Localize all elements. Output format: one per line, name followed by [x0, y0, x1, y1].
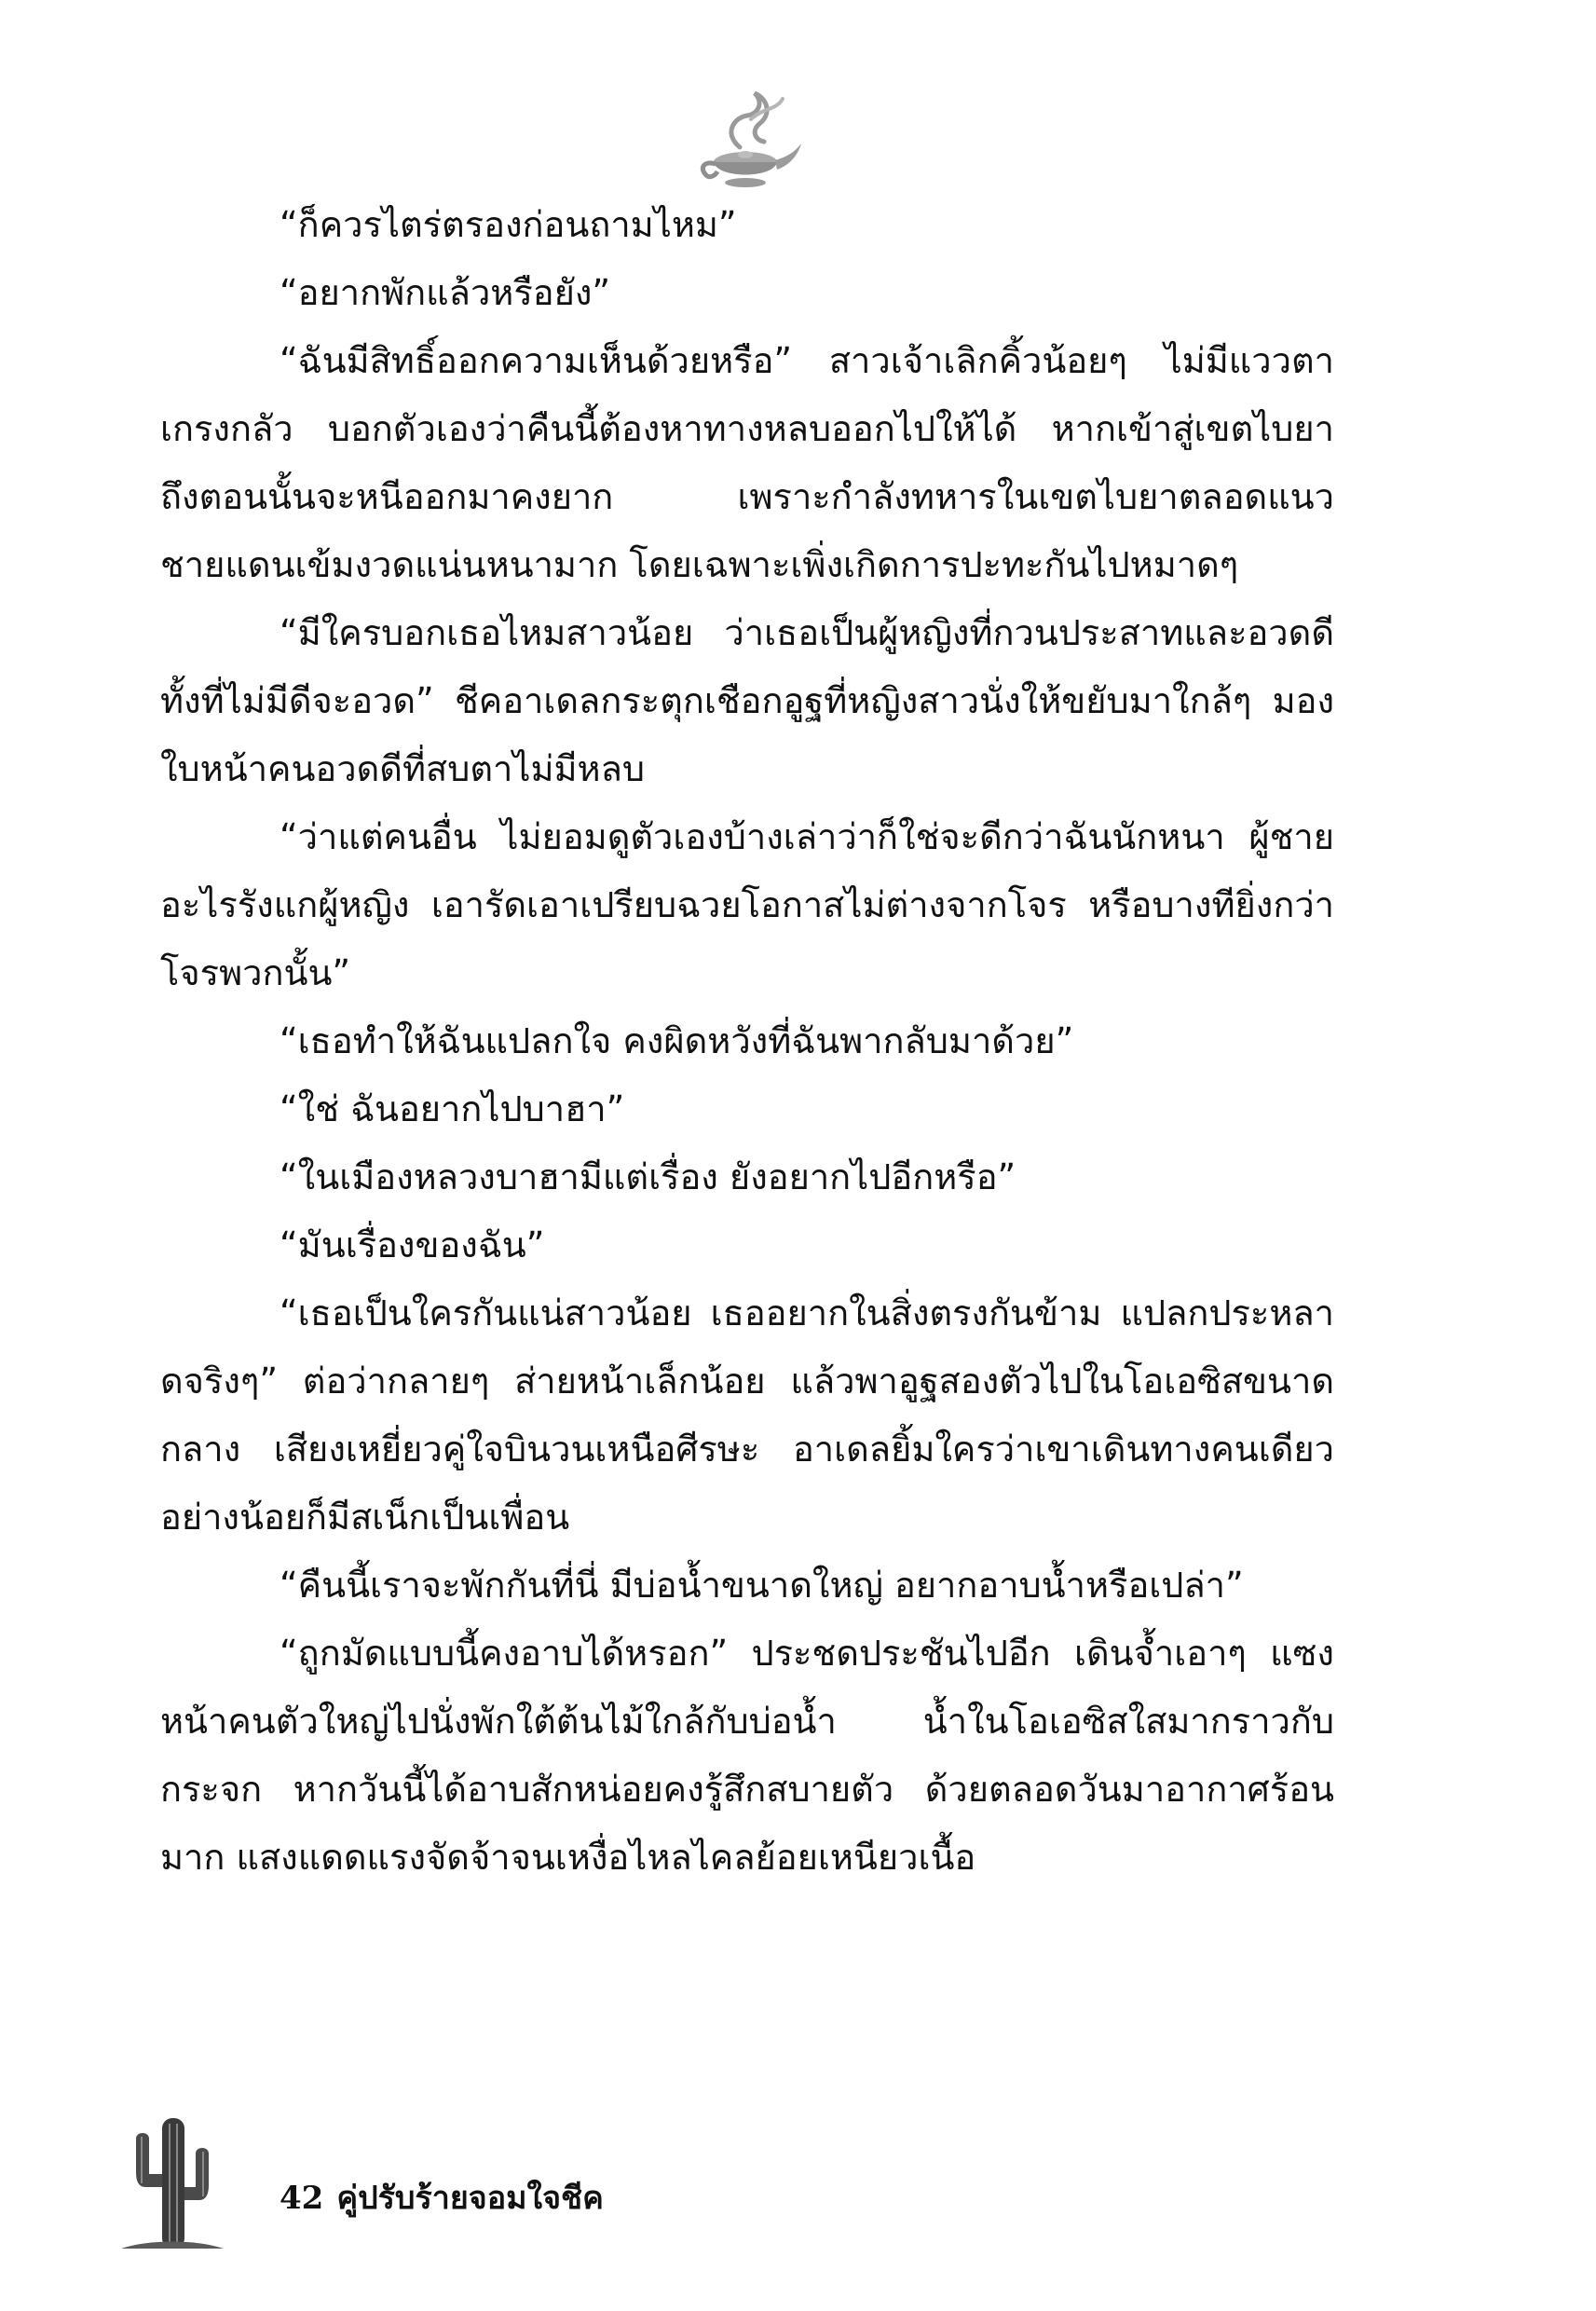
paragraph: “ว่าแต่คนอื่น ไม่ยอมดูตัวเองบ้างเล่าว่าก็ใช่จะดีกว่าฉันนักหนา ผู้ชายอะไรรังแกผู้หญิง เอารัดเอาเปรียบฉวยโอกาสไม่ต่างจากโจร หรือบางทียิ่งกว่าโจรพวกนั้น” — [160, 816, 1334, 993]
paragraph: “ก็ควรไตร่ตรองก่อนถามไหม” — [280, 204, 737, 245]
page-number: 42 — [280, 2180, 324, 2217]
cactus-icon — [121, 2111, 224, 2250]
footer-text — [280, 2172, 617, 2222]
paragraph: “เธอเป็นใครกันแน่สาวน้อย เธออยากในสิ่งตรงกันข้าม แปลกประหลาดจริงๆ” ต่อว่ากลายๆ ส่ายหน้าเล็กน้อย แล้วพาอูฐสองตัวไปในโอเอซิสขนาดกลาง เสียงเหยี่ยวคู่ใจบินวนเหนือศีรษะ อาเดลยิ้มใครว่าเขาเดินทางคนเดียว อย่างน้อยก็มีสเน็กเป็นเพื่อน — [160, 1292, 1334, 1538]
paragraph: “คืนนี้เราจะพักกันที่นี่ มีบ่อน้ำขนาดใหญ่ อยากอาบน้ำหรือเปล่า” — [280, 1565, 1244, 1606]
genie-lamp-icon — [686, 82, 807, 194]
paragraph: “เธอทำให้ฉันแปลกใจ คงผิดหวังที่ฉันพากลับมาด้วย” — [280, 1020, 1074, 1061]
paragraph: “ฉันมีสิทธิ์ออกความเห็นด้วยหรือ” สาวเจ้าเลิกคิ้วน้อยๆ ไม่มีแววตาเกรงกลัว บอกตัวเองว่าคืนนี้ต้องหาทางหลบออกไปให้ได้ หากเข้าสู่เขตไบยา ถึงตอนนั้นจะหนีออกมาคงยาก เพราะกำลังทหารในเขตไบยาตลอดแนวชายแดนเข้มงวดแน่นหนามาก โดยเฉพาะเพิ่งเกิดการปะทะกันไปหมาดๆ — [160, 340, 1334, 585]
paragraph: “มันเรื่องของฉัน” — [280, 1224, 545, 1265]
paragraph: “ในเมืองหลวงบาฮามีแต่เรื่อง ยังอยากไปอีกหรือ” — [280, 1156, 1016, 1197]
page-footer — [112, 2111, 764, 2250]
paragraph: “มีใครบอกเธอไหมสาวน้อย ว่าเธอเป็นผู้หญิงที่กวนประสาทและอวดดี ทั้งที่ไม่มีดีจะอวด” ชีคอาเดลกระตุกเชือกอูฐที่หญิงสาวนั่งให้ขยับมาใกล้ๆ มองใบหน้าคนอวดดีที่สบตาไม่มีหลบ — [160, 612, 1334, 789]
paragraph: “ถูกมัดแบบนี้คงอาบได้หรอก” ประชดประชันไปอีก เดินจ้ำเอาๆ แซงหน้าคนตัวใหญ่ไปนั่งพักใต้ต้นไม้ใกล้กับบ่อน้ำ น้ำในโอเอซิสใสมากราวกับกระจก หากวันนี้ได้อาบสักหน่อยคงรู้สึกสบายตัว ด้วยตลอดวันมาอากาศร้อนมาก แสงแดดแรงจัดจ้าจนเหงื่อไหลไคลย้อยเหนียวเนื้อ — [160, 1633, 1334, 1878]
paragraph: “อยากพักแล้วหรือยัง” — [280, 272, 611, 313]
book-title: คู่ปรับร้ายจอมใจชีค — [336, 2180, 604, 2217]
story-text — [160, 191, 1334, 2083]
paragraph: “ใช่ ฉันอยากไปบาฮา” — [280, 1088, 625, 1129]
